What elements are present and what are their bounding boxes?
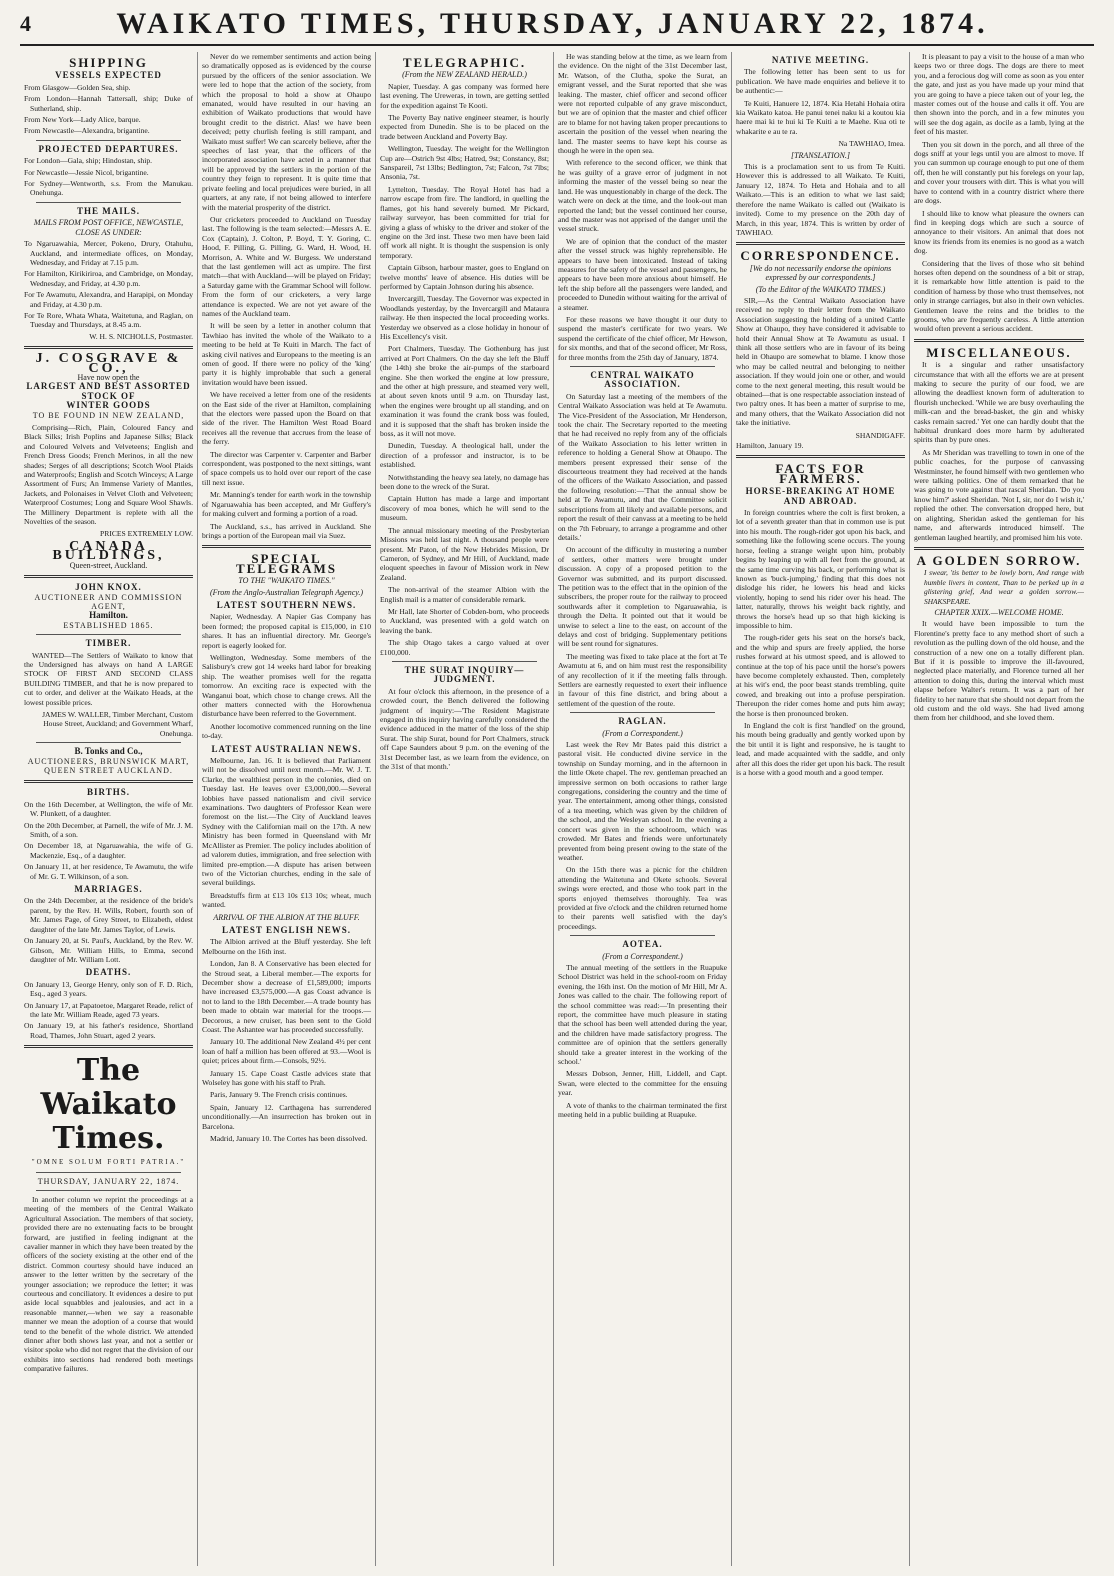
departure-line: For London—Gala, ship; Hindostan, ship. bbox=[24, 156, 153, 166]
timber-heading: TIMBER. bbox=[85, 638, 132, 649]
mail-line: For Hamilton, Kirikiriroa, and Cambridge, on Monday, Wednesday, and Friday, at 4.30 p.m. bbox=[24, 269, 193, 288]
tonks-line: AUCTIONEERS, BRUNSWICK MART, bbox=[27, 756, 190, 766]
mail-line: For Te Rore, Whata Whata, Waitetuna, and Raglan, on Tuesday and Thursdays, at 8.45 a.m. bbox=[24, 310, 193, 330]
deaths-heading: DEATHS. bbox=[85, 967, 132, 978]
divider bbox=[736, 242, 905, 245]
tonks-name: B. Tonks and Co., bbox=[74, 746, 143, 757]
golden-sorrow-chapter: CHAPTER XXIX.—WELCOME HOME. bbox=[934, 607, 1064, 617]
misc-paragraph: As Mr Sheridan was travelling to town in one of the public coaches, for the purpose of canvassing Westminster, he found himself with two gentlemen who were talking politics. One of them remarked that he was going to vote against that rascal Sheridan. 'Do you know him?' asked Sheridan. 'Not I, sir, nor do I wish it,' replied the other. The conversation dropped here, but on alighting, Sheridan asked the gentleman for his name, and afterwards introduced himself. The gentleman laughed heartily, and promised him his vote. bbox=[914, 447, 1084, 542]
divider bbox=[202, 545, 371, 548]
golden-sorrow-body: It would have been impossible to turn the Florentine's pretty face to any method short of such a revolution as the pulling down of the old house, and the construction of a new one on a totally different plan. But if it is possible to improve the ill-favoured, neglected place materially, and Florence turned all her attention to doing this, during the interval which must elapse before Walter's return. It was a part of her fidelity to her nature that she should not depart from the old custom and the old ways. She had lived among them from her childhood, and she loved them. bbox=[914, 619, 1084, 723]
telegram-paragraph: The ship Otago takes a cargo valued at over £100,000. bbox=[380, 638, 549, 657]
article-paragraph: I should like to know what pleasure the owners can find in keeping dogs which are such a source of annoyance to their visitors. An animal that does not know its friends from its enemies is no good as a watch dog. bbox=[914, 208, 1084, 256]
surat-inquiry-heading: THE SURAT INQUIRY—JUDGMENT. bbox=[404, 664, 525, 685]
divider bbox=[914, 339, 1084, 342]
marriages-heading: MARRIAGES. bbox=[74, 884, 143, 895]
telegraphic-subheading: (From the NEW ZEALAND HERALD.) bbox=[402, 70, 527, 80]
departure-line: For Sydney—Wentworth, s.s. From the Manukau. Onehunga. bbox=[24, 179, 193, 198]
telegram-paragraph: Napier, Wednesday. A Napier Gas Company has been formed; the proposed capital is £15,000, in £10 shares. It has an influential directory. Mr. George's report is eagerly looked for. bbox=[202, 612, 371, 650]
divider bbox=[24, 575, 193, 578]
albion-arrival-heading: ARRIVAL OF THE ALBION AT THE BLUFF. bbox=[213, 912, 360, 922]
timber-signature: JAMES W. WALLER, Timber Merchant, Custom House Street, Auckland; and Government Wharf, Onehunga. bbox=[42, 709, 193, 738]
divider bbox=[36, 634, 181, 635]
special-telegrams-heading: SPECIAL TELEGRAMS bbox=[235, 551, 338, 576]
column-3 bbox=[376, 52, 554, 1566]
column-6 bbox=[910, 52, 1088, 1566]
agency-note: (From the Anglo-Australian Telegraph Agency.) bbox=[209, 587, 364, 597]
correspondence-heading: CORRESPONDENCE. bbox=[740, 248, 901, 264]
telegram-paragraph: Lyttelton, Tuesday. The Royal Hotel has had a narrow escape from fire. The landlord, in quelling the flames, got his hand severely burned. Mr Pickard, railway surveyor, has been committed for trial for giving a glass of whisky to the driver and stoker of the engine on the 3rd inst. These two men have been laid off work all night. It is thought the suspension is only temporary. bbox=[380, 184, 549, 260]
divider bbox=[36, 1190, 181, 1191]
page-number: 4 bbox=[20, 11, 31, 36]
vessel-line: From London—Hannah Tattersall, ship; Duke of Sutherland, ship. bbox=[24, 94, 193, 113]
correspondence-body: SIR,—As the Central Waikato Association have received no reply to their letter from the Waikato Association suggesting the holding of a united Cattle Show at Ohaupo, they have considered it advisable to hold their Annual Show at Te Awamutu as usual. I think all those settlers who are in favour of its being held in Ohaupo are somewhat to blame. I know those who may be called neutral and belonging to neither association. If they would join one or other, and would come to the next general meeting, this result would be obtained—that is one respectable association instead of two paltry ones. It has been a matter of surprise to me, and many others, that the Waikato Association did not take the initiative. bbox=[736, 295, 905, 428]
vessel-line: From New York—Lady Alice, barque. bbox=[24, 115, 141, 125]
vessel-line: From Newcastle—Alexandra, brigantine. bbox=[24, 126, 150, 136]
news-paragraph: We have received a letter from one of the residents on the East side of the river at Hamilton, complaining that the electors were passed upon the Board on that side of the river. The Hamilton West Road Board receives all the revenue that accrues from the lease of the ferry. bbox=[202, 390, 371, 447]
telegram-paragraph: January 15. Cape Coast Castle advices state that Wolseley has gone with his staff to Prah. bbox=[202, 1068, 371, 1088]
mail-line: For Te Awamutu, Alexandra, and Harapipi, on Monday and Friday, at 4.30 p.m. bbox=[24, 290, 193, 309]
telegram-paragraph: The Albion arrived at the Bluff yesterday. She left Melbourne on the 16th inst. bbox=[202, 937, 371, 956]
divider bbox=[36, 202, 181, 203]
column-1 bbox=[20, 52, 198, 1566]
aotea-paragraph: A vote of thanks to the chairman terminated the first meeting held in a public building at Ruapuke. bbox=[558, 1100, 727, 1120]
central-waikato-heading: CENTRAL WAIKATO ASSOCIATION. bbox=[590, 370, 695, 390]
golden-sorrow-heading: A GOLDEN SORROW. bbox=[916, 552, 1082, 568]
news-paragraph: The director was Carpenter v. Carpenter and Barber correspondent, was postponed to the next sittings, want of space compels us to hold over our report of the case till next issue. bbox=[202, 449, 371, 487]
news-paragraph: It will be seen by a letter in another column that Tawhiao has invited the whole of the Waikato to a meeting to be held at Te Kuiti in March. The fact of asking civil natives and Europeans to the meeting is an omen of good. If there were no policy of the 'king' party it is highly improbable that such a general invitation would have been issued. bbox=[202, 321, 371, 387]
telegram-paragraph: The non-arrival of the steamer Albion with the English mail is a matter of considerable remark. bbox=[380, 585, 549, 604]
raglan-subheading: (From a Correspondent.) bbox=[602, 728, 683, 738]
death-notice: On January 13, George Henry, only son of F. D. Rich, Esq., aged 3 years. bbox=[24, 979, 193, 999]
surat-paragraph: We are of opinion that the conduct of the master after the vessel struck was highly reprehensible. He appears to have been intoxicated. Instead of taking measures for the safety of the vessel and passengers, he appears to have been more anxious about himself. He left the ship before all the passengers were landed, and proceeded to Dunedin without waiting for the arrival of a steamer. bbox=[558, 236, 727, 312]
knox-line: ESTABLISHED 1865. bbox=[63, 620, 154, 630]
telegram-paragraph: The annual missionary meeting of the Presbyterian Missions was held last night. A thousand people were present. Mr Paton, of the New Hebrides Mission, Dr Cameron, of Sydney, and Mr Hill, of Auckland, made eloquent speeches in favour of Mission work in New Zealand. bbox=[380, 525, 549, 582]
aotea-subheading: (From a Correspondent.) bbox=[602, 951, 683, 961]
native-intro: The following letter has been sent to us for publication. We have made enquiries and believe it to be authentic:— bbox=[736, 67, 905, 96]
paper-date: THURSDAY, JANUARY 22, 1874. bbox=[37, 1176, 180, 1186]
surat-paragraph: He was standing below at the time, as we learn from the evidence. On the night of the 31st December last, Mr. Watson, of the Clutha, spoke the Surat, an emigrant vessel, and the Surat reported that she was leaking. The master, chief officer and second officer were not reported culpable of any grave misconduct, but we are of opinion that the master and chief officer are to blame for not having taken proper precautions to ascertain the position of the vessel when nearing the land. The master seems to have kept his course as though he were in the open sea. bbox=[558, 52, 727, 156]
departure-line: For Newcastle—Jessie Nicol, brigantine. bbox=[24, 167, 149, 177]
telegram-paragraph: Dunedin, Tuesday. A theological hall, under the direction of a professor and instructor, is to be established. bbox=[380, 441, 549, 470]
southern-news-heading: LATEST SOUTHERN NEWS. bbox=[216, 599, 357, 610]
column-4 bbox=[554, 52, 732, 1566]
cosgrave-signature: PRICES EXTREMELY LOW. bbox=[100, 529, 193, 539]
mails-subheading: MAILS FROM POST OFFICE, NEWCASTLE, CLOSE AS UNDER: bbox=[33, 218, 184, 237]
article-paragraph: Considering that the lives of those who sit behind horses often depend on the soundness of a bit or strap, it is remarkable how little attention is paid to the condition of harness by those who trust themselves, not only in strange carriages, but also in their own vehicles. Gentlemen leave the reins and the bridles to the grooms, who are frequently careless. A little attention would often prevent a serious accident. bbox=[914, 258, 1084, 334]
article-paragraph: It is pleasant to pay a visit to the house of a man who keeps two or three dogs. The dogs are there to meet you, and a ferocious dog will come as soon as you enter the gate, and just as you have made up your mind that you are going to have a piece taken out of your leg, the master comes out of the house and calls it off. You are then shown into the porch, and in a few minutes you will see the dog again, as docile as a lamb, lying at the feet of his master. bbox=[914, 52, 1084, 137]
cosgrave-name: J. COSGRAVE & CO., bbox=[35, 351, 182, 376]
misc-paragraph: It is a singular and rather unsatisfactory circumstance that with all the efforts we are at present making to secure the purity of our food, we are allowing the deadliest known form of adulteration to flourish unchecked. 'While we are busy overhauling the milk-can and the bread-basket, the gin and whisky casks remain sacred.' Yet one can hardly doubt that the habitual drunkard does more harm by adulterated spirits than by pure ones. bbox=[914, 360, 1084, 445]
native-meeting-heading: NATIVE MEETING. bbox=[771, 55, 870, 65]
raglan-paragraph: Last week the Rev Mr Bates paid this district a pastoral visit. He conducted divine service in the township on Sunday morning, and in the afternoon in the little Okete chapel. The rev. gentleman preached an impressive sermon on both occasions to rather large congregations, considering the country and the time of year. The entertainment, among other things, consisted of a tea meeting, which was given by the children of the school, and the Wesleyan school. In the evening a concert was given in the schoolroom, which was crowded. Mr Bates and friends were unfortunately prevented from being present owing to the state of the weather. bbox=[558, 740, 727, 862]
association-paragraph: The meeting was fixed to take place at the fort at Te Awamutu at 6, and on him must rest the responsibility of any recollection of it if the meeting falls through. Settlers are earnestly requested to exert their influence in favour of this fine district, and bring about a settlement of the question of the route. bbox=[558, 651, 727, 708]
divider bbox=[24, 1045, 193, 1048]
special-telegrams-subheading: TO THE "WAIKATO TIMES." bbox=[238, 576, 335, 586]
masthead bbox=[20, 4, 1094, 46]
divider bbox=[36, 1172, 181, 1173]
telegram-paragraph: Captain Gibson, harbour master, goes to England on twelve months' leave of absence. His duties will be performed by Captain Johnson during his absence. bbox=[380, 263, 549, 291]
telegram-paragraph: Melbourne, Jan. 16. It is believed that Parliament will not be dissolved until next month.—Mr. W. J. T. Clarke, the wealthiest person in the colonies, died on Tuesday last. He leaves over £3,000,000.—Several lobbies have passed nationalism and civil service examinations. Two daughters of Professor Kean were foremost on the list.—The City of Auckland leaves Sydney with the Californian mail on the 17th. A new Ministry has been formed in Queensland with Mr McAllister as Premier. The policy includes abolition of ad valorem duties, immigration, and free selection with limited pre-emption.—A dispute has arisen between two of the Victorian churches, ending in the sale of several buildings. bbox=[202, 756, 371, 888]
birth-notice: On December 18, at Ngaruawahia, the wife of G. Mackenzie, Esq., of a daughter. bbox=[24, 841, 193, 860]
cosgrave-line: TO BE FOUND IN NEW ZEALAND, bbox=[32, 410, 185, 420]
divider bbox=[24, 346, 193, 349]
telegram-paragraph: Notwithstanding the heavy sea lately, no damage has been done to the wreck of the Surat. bbox=[380, 472, 549, 492]
telegram-paragraph: The Poverty Bay native engineer steamer, is hourly expected from Dunedin. She is to be placed on the trade between Auckland and Poverty Bay. bbox=[380, 113, 549, 141]
native-letter-maori: Te Kuiti, Hanuere 12, 1874. Kia Hetahi Hohaia otira kia Waikato katoa. He panui tenei naku ki a koutou kia haere mai ki te hui ki Te Kuiti a te Maehe. Kua oti te whakarite e au te ra. bbox=[736, 98, 905, 136]
news-paragraph: Our cricketers proceeded to Auckland on Tuesday last. The following is the team selected:—Messrs A. E. Cox (Captain), J. Colton, P. Boyd, T. Y. Goring, C. Hood, F. Pilling, G. Pilling, G. Ward, H. Wood, H. Morrison, A. White and W. Burgess. We understand that the last gentlemen will act as umpire. The first match—that with Auckland—will be played on Friday; a Saturday game with the Grammar School will follow. From the form of our cricketers, a very large attendance is expected. We are not yet aware of the names of the Auckland team. bbox=[202, 214, 371, 318]
divider bbox=[570, 712, 715, 713]
vessels-heading: VESSELS EXPECTED bbox=[55, 70, 162, 81]
divider bbox=[36, 140, 181, 141]
raglan-heading: RAGLAN. bbox=[618, 716, 667, 727]
horse-paragraph: In foreign countries where the colt is first broken, a lot of a seventh greater than that in common use is put into his mouth. The rough-rider got upon his back, and something like the following scene occurs. The young horse, feeling a strange weight upon him, probably begins by leaping up with all feet from the ground, at the same time curving his back, or performing what is known as 'buck-jumping,' finding that this does not dislodge his rider, he lowers his head and kicks violently, hoping to send his rider over his head. The latter, naturally, throws his weight back rightly, and throws the horse's head up so that high kicking is impossible to him. bbox=[736, 508, 905, 630]
birth-notice: On January 11, at her residence, Te Awamutu, the wife of Mr. G. T. Wilkinson, of a son. bbox=[24, 862, 193, 881]
timber-body: WANTED—The Settlers of Waikato to know that the Undersigned has always on hand A LARGE STOCK OF FIRST AND SECOND CLASS BUILDING TIMBER, and that he is now prepared to cut to order, and deliver at the Waikato Heads, at the lowest possible prices. bbox=[24, 650, 193, 707]
divider bbox=[24, 780, 193, 783]
death-notice: On January 19, at his father's residence, Shortland Road, Thames, John Stuart, aged 2 years. bbox=[24, 1021, 193, 1040]
cosgrave-line: LARGEST AND BEST ASSORTED STOCK OF bbox=[26, 381, 191, 401]
vessel-line: From Glasgow—Golden Sea, ship. bbox=[24, 82, 131, 92]
translation-heading: [TRANSLATION.] bbox=[790, 150, 851, 160]
column-2 bbox=[198, 52, 376, 1566]
column-5 bbox=[732, 52, 910, 1566]
association-paragraph: On Saturday last a meeting of the members of the Central Waikato Association was held at Te Awamutu. The Vice-President of the Association, Mr Henderson, took the chair. The Secretary reported to the meeting that he had received no reply from any of the officials of the Waikato Association to his letter written in reference to holding a General Show at Ohaupo. The members present expressed their sense of the discourteous treatment they had received at the hands of the officers of the Waikato Association, and passed the following resolution:—'That the annual show be held at Te Awamutu, and that the Committee solicit subscriptions from all likely and available persons, and report the result of their canvass at a meeting to be held on the 7th February, to arrange a programme and other details.' bbox=[558, 391, 727, 542]
divider bbox=[570, 935, 715, 936]
telegram-paragraph: Mr Hall, late Shorter of Cobden-born, who proceeds to Auckland, was presented with a gold watch on leaving the bank. bbox=[380, 606, 549, 635]
facts-for-farmers-heading: FACTS FOR FARMERS. bbox=[775, 461, 866, 486]
knox-name: JOHN KNOX. bbox=[75, 582, 142, 593]
cosgrave-body: Comprising—Rich, Plain, Coloured Fancy and Black Silks; Irish Poplins and Japanese Silks; Black and Coloured Velvets and Velveteens; English and French Dress Goods; French Merinos, in all the new shades; Serges of all descriptions; Scotch Wool Plaids and Waterproofs; English and Scotch Winceys; A Large Assortment of Furs; An Immense Variety of Mantles, Jackets, and Polonaises in Velvet Cloth and Velveteen; Waterproof Costumes; Long and Square Wool Shawls. The Millinery Department is replete with all the Novelties of the season. bbox=[24, 423, 193, 527]
aotea-paragraph: Messrs Dobson, Jenner, Hill, Liddell, and Capt. Swan, were elected to the committee for the ensuing year. bbox=[558, 1069, 727, 1098]
native-signature: Na TAWHIAO, Imea. bbox=[838, 139, 905, 149]
correspondence-signature: SHANDIGAFF. bbox=[855, 430, 905, 440]
cosgrave-line: WINTER GOODS bbox=[66, 400, 151, 411]
knox-line: AUCTIONEER AND COMMISSION AGENT, bbox=[34, 592, 183, 611]
editorial-paragraph: Never do we remember sentiments and action being so dramatically opposed as is evidenced by the course pursued by the officers of the senior association. We were led to hope that the action of the society, from which the proposal to hold a show at Ohaupo emanated, would have resulted in our having an exhibition of Waikato productions that would have brought credit to the district. Alas! we have been deceived; petty churlish feeling is still rampant, and Waikato must suffer! We can scarcely believe, after the speeches of last year, that the officers of the incorporated association have acted in a manner that will be approved by the settlers in the portion of the country they feign to represent. It is quite time that private feeling and local prejudices were buried, in all quarters, at any rate, if not being allowed to interfere with the material prosperity of the district. bbox=[202, 52, 371, 212]
telegram-paragraph: London, Jan 8. A Conservative has been elected for the Stroud seat, a Liberal member.—The exports for December show a decrease of £1,589,000; imports have increased £3,575,000.—A gas Coast advance is not to land to the 18th December.—A trade bounty has been made to obtain war material for the troops.—Decorous, a new cruiser, has been sent to the Gold Coast. The Ashantee war has proceeded successfully. bbox=[202, 959, 371, 1034]
knox-advertisement bbox=[24, 583, 193, 630]
surat-paragraph: For these reasons we have thought it our duty to suspend the master's certificate for two years. We suspend the certificate of the chief officer, Mr Hewson, for six months, and that of the second officer, Mr Ross, for three months from the 25th day of January, 1874. bbox=[558, 314, 727, 362]
telegram-paragraph: Port Chalmers, Tuesday. The Gothenburg has just arrived at Port Chalmers. On the day she left the Bluff (the 14th) she broke the air-pumps of the starboard engine. She then worked the engine at low pressure, and the other at high pressure, and steamed very well, at about seven knots until 9 a.m. on Thursday last, when the engines were brought up all standing, and on examination it was found the crank boss was fouled, and it is supposed that the shaft has broken inside the boss, as it will not move. bbox=[380, 344, 549, 439]
canada-name: CANADA BUILDINGS, bbox=[52, 538, 165, 564]
newspaper-header-title: WAIKATO TIMES, THURSDAY, JANUARY 22, 1874. bbox=[116, 7, 989, 40]
divider bbox=[36, 742, 181, 743]
newspaper-columns bbox=[20, 52, 1094, 1566]
horse-paragraph: In England the colt is first 'handled' on the ground, his mouth being gradually and gently worked upon by the bit until it is light and responsive, he is taught to lead, and made acquainted with the saddle, and only after all this does the rider get upon his back. The result is a horse with a good mouth and a good temper. bbox=[736, 721, 905, 778]
divider bbox=[392, 661, 537, 662]
translation-body: This is a proclamation sent to us from Te Kuiti. However this is addressed to all Waikato. Te Kuiti, January 12, 1874. To Heta and Hohaia and to all Waikato.—This is an edition to what we last said; therefore the name Waikato is called out (Waikato is invited). Come to my presence on the 20th day of March, in this year, 1874. This is written by order of TAWHIAO. bbox=[736, 162, 905, 237]
marriage-notice: On January 20, at St. Paul's, Auckland, by the Rev. W. Gibson, Mr. William Hills, to Emma, second daughter of Mr. William Lott. bbox=[24, 936, 193, 964]
shipping-heading: SHIPPING bbox=[69, 55, 148, 70]
surat-paragraph: With reference to the second officer, we think that he was guilty of a grave error of judgment in not informing the master of the vessel being so near the land. He was unquestionably in charge of the deck. The watch were on deck at the time, and the look-out man reported the land; but the vessel continued her course, and the master was not apprised of the danger until the vessel struck. bbox=[558, 158, 727, 234]
divider bbox=[736, 455, 905, 458]
correspondence-to: (To the Editor of the WAIKATO TIMES.) bbox=[755, 284, 886, 294]
canada-line: Queen-street, Auckland. bbox=[69, 560, 148, 570]
golden-sorrow-epigraph: I swear, 'tis better to be lowly born, And range with humble livers in content, Than to be perked up in a glistering grief, And wear a golden sorrow.—SHAKSPEARE. bbox=[924, 568, 1084, 606]
aotea-heading: AOTEA. bbox=[622, 939, 663, 950]
tonks-advertisement bbox=[24, 747, 193, 775]
mails-signature: W. H. S. NICHOLLS, Postmaster. bbox=[89, 331, 193, 341]
news-paragraph: The Auckland, s.s., has arrived in Auckland. She brings a portion of the European mail via Suez. bbox=[202, 521, 371, 540]
telegram-paragraph: Madrid, January 10. The Cortes has been dissolved. bbox=[210, 1134, 368, 1144]
birth-notice: On the 20th December, at Parnell, the wife of Mr. J. M. Smith, of a son. bbox=[24, 820, 193, 840]
article-paragraph: Then you sit down in the porch, and all three of the dogs sniff at your legs until you are almost to move. If you can summon up courage enough to put one of them off, then he will constantly put his forelegs on your lap, and cover your trousers with dirt. This is what you will have to contend with in a country district where there are dogs. bbox=[914, 139, 1084, 206]
divider bbox=[570, 366, 715, 367]
mail-line: To Ngaruawahia, Mercer, Pokeno, Drury, Otahuhu, Auckland, and intermediate offices, on Monday, Wednesday, and Friday at 7.15 p.m. bbox=[24, 239, 193, 267]
horse-breaking-heading: HORSE-BREAKING AT HOME AND ABROAD. bbox=[745, 486, 896, 506]
departures-heading: PROJECTED DEPARTURES. bbox=[38, 143, 179, 154]
surat-paragraph: At four o'clock this afternoon, in the presence of a crowded court, the Bench delivered the following judgment of inquiry:—'The Resident Magistrate engaged in this inquiry having carefully considered the evidence adduced in the matter of the loss of the ship Surat. The ship Surat, bound for Port Chalmers, struck off Cape Saunders about 9 p.m. on the evening of the 31st December last, as we learn from the evidence, on the 31st of that month.' bbox=[380, 686, 549, 772]
telegram-paragraph: Another locomotive commenced running on the line to-day. bbox=[202, 721, 371, 741]
australian-news-heading: LATEST AUSTRALIAN NEWS. bbox=[211, 743, 362, 754]
paper-motto: "OMNE SOLUM FORTI PATRIA." bbox=[31, 1158, 186, 1167]
cosgrave-line: Have now open the bbox=[77, 372, 140, 382]
telegram-paragraph: Spain, January 12. Carthagena has surrendered unconditionally.—An insurrection has broken out in Barcelona. bbox=[202, 1102, 371, 1131]
knox-line: Hamilton. bbox=[89, 610, 128, 621]
telegram-paragraph: Napier, Tuesday. A gas company was formed here last evening. The Ureweras, in town, are getting settled for the expedition against Te Kooti. bbox=[380, 81, 549, 110]
paper-title: The Waikato Times. bbox=[40, 1053, 177, 1157]
marriage-notice: On the 24th December, at the residence of the bride's parent, by the Rev. H. Wills, Robert, fourth son of Mr. James Page, of Grey Street, to Elizabeth, eldest daughter of the late Mr. James Taylor, of Lewis. bbox=[24, 896, 193, 934]
telegram-paragraph: Wellington, Tuesday. The weight for the Wellington Cup are—Ostrich 9st 4lbs; Hatred, 9st; Constancy, 8st; Sanspareil, 7st 13lbs; Bedlington, 7st; Falcon, 7st 7lbs; Ansonia, 7st. bbox=[380, 144, 549, 182]
news-paragraph: Mr. Manning's tender for earth work in the township of Ngaruawahia has been accepted, and Mr Guffery's for making culvert and forming a portion of a road. bbox=[202, 490, 371, 519]
mails-heading: THE MAILS. bbox=[76, 205, 140, 216]
telegram-paragraph: Paris, January 9. The French crisis continues. bbox=[210, 1090, 348, 1100]
editorial-paragraph: In another column we reprint the proceedings at a meeting of the members of the Central Waikato Agricultural Association. The members of that society, provided there are no extenuating facts to be brought forward, are justified in feeling indignant at the cavalier manner in which they have been treated by the officers of the society existing at the other end of the district. Common courtesy should have induced an answer to the letter written by the secretary of the younger association; we reproduce the letter; it was courteous and conciliatory. It evidences a desire to put aside local squabbles and jealousies, and act in a reasonable manner,—when we say a reasonable manner we mean the adoption of a course that would tend to the benefit of the whole district. We attended dinner after both shows last year, and not a settler or visitor spoke who did not regret that the division of our exhibits into sections had rendered both meetings comparative failures. bbox=[24, 1194, 193, 1374]
telegraphic-heading: TELEGRAPHIC. bbox=[402, 55, 527, 70]
miscellaneous-heading: MISCELLANEOUS. bbox=[926, 344, 1072, 360]
raglan-paragraph: On the 15th there was a picnic for the children attending the Waitetuna and Okete schools. Several swings were erected, and those who took part in the sports enjoyed themselves thoroughly. Tea was provided at five o'clock and the children returned home to their parents well satisfied with the day's proceedings. bbox=[558, 865, 727, 931]
telegram-paragraph: January 10. The additional New Zealand 4½ per cent loan of half a million has been offered at 93.—Wool is quiet; prices about firm.—Consols, 92½. bbox=[202, 1037, 371, 1066]
telegram-paragraph: Captain Hutton has made a large and important discovery of moa bones, which he will send to the museum. bbox=[380, 494, 549, 523]
canada-buildings bbox=[24, 538, 193, 570]
correspondence-date: Hamilton, January 19. bbox=[736, 441, 804, 451]
telegram-paragraph: Invercargill, Tuesday. The Governor was expected in Woodlands yesterday, by the Invercargill and Mataura railway. He then inspected the local proceeding works. Yesterday we observed as a close holiday in honour of His Excellency's visit. bbox=[380, 294, 549, 341]
telegram-paragraph: Wellington, Wednesday. Some members of the Salisbury's crew got 14 weeks hard labor for breaking ship. The weather promises well for the regatta tomorrow. An exciting race is expected with the Wanganui boat, which chose to change crews. All the other matters connected with the Horowhenua disturbance have been referred to the Government. bbox=[202, 652, 371, 719]
tonks-line: QUEEN STREET AUCKLAND. bbox=[44, 766, 173, 775]
association-paragraph: On account of the difficulty in mustering a number of settlers, other matters were brought under discussion. A copy of a proposed petition to the Governor was submitted, and its purport discussed. The petition was to the effect that in the opinion of the subscribers, the proper route for the railway to proceed southwards after it completion to Ngaruawahia, is through the Delta. It pointed out that it would be unwise to select a line to the east, on account of the delays and cost of bridging. Supplementary petitions will be sent round for signatures. bbox=[558, 545, 727, 649]
divider bbox=[914, 547, 1084, 550]
death-notice: On January 17, at Papatoetoe, Margaret Reade, relict of the late Mr. William Reade, aged 73 years. bbox=[24, 1000, 193, 1019]
correspondence-note: [We do not necessarily endorse the opinions expressed by our correspondents.] bbox=[749, 263, 892, 283]
births-heading: BIRTHS. bbox=[87, 787, 130, 798]
cosgrave-advertisement bbox=[24, 351, 193, 420]
horse-paragraph: The rough-rider gets his seat on the horse's back, and the whip and spurs are freely applied, the horse rushes forward at his utmost speed, and is allowed to continue at the top of his pace until the horse's powers have become completely exhausted. Then, completely at his wit's end, the poor beast stands trembling, quite cowed, and breaking out into a profuse perspiration. Thereupon the rider comes home and puts him away; the horse is then pronounced broken. bbox=[736, 633, 905, 718]
birth-notice: On the 16th December, at Wellington, the wife of Mr. W. Plunkett, of a daughter. bbox=[24, 799, 193, 819]
english-news-heading: LATEST ENGLISH NEWS. bbox=[222, 924, 351, 935]
telegram-paragraph: Breadstuffs firm at £13 10s £13 10s; wheat, much wanted. bbox=[202, 890, 371, 910]
aotea-paragraph: The annual meeting of the settlers in the Ruapuke School District was held in the school-room on Friday evening, the 16th inst. On the motion of Mr Hill, Mr A. Jones was called to the chair. The following report of the school committee was read:—'In presenting their report, the committee have much pleasure in stating that the school has been well attended during the year, and the children have made satisfactory progress. The committee are of opinion that the settlers generally should take a greater interest in the working of the school.' bbox=[558, 962, 727, 1067]
